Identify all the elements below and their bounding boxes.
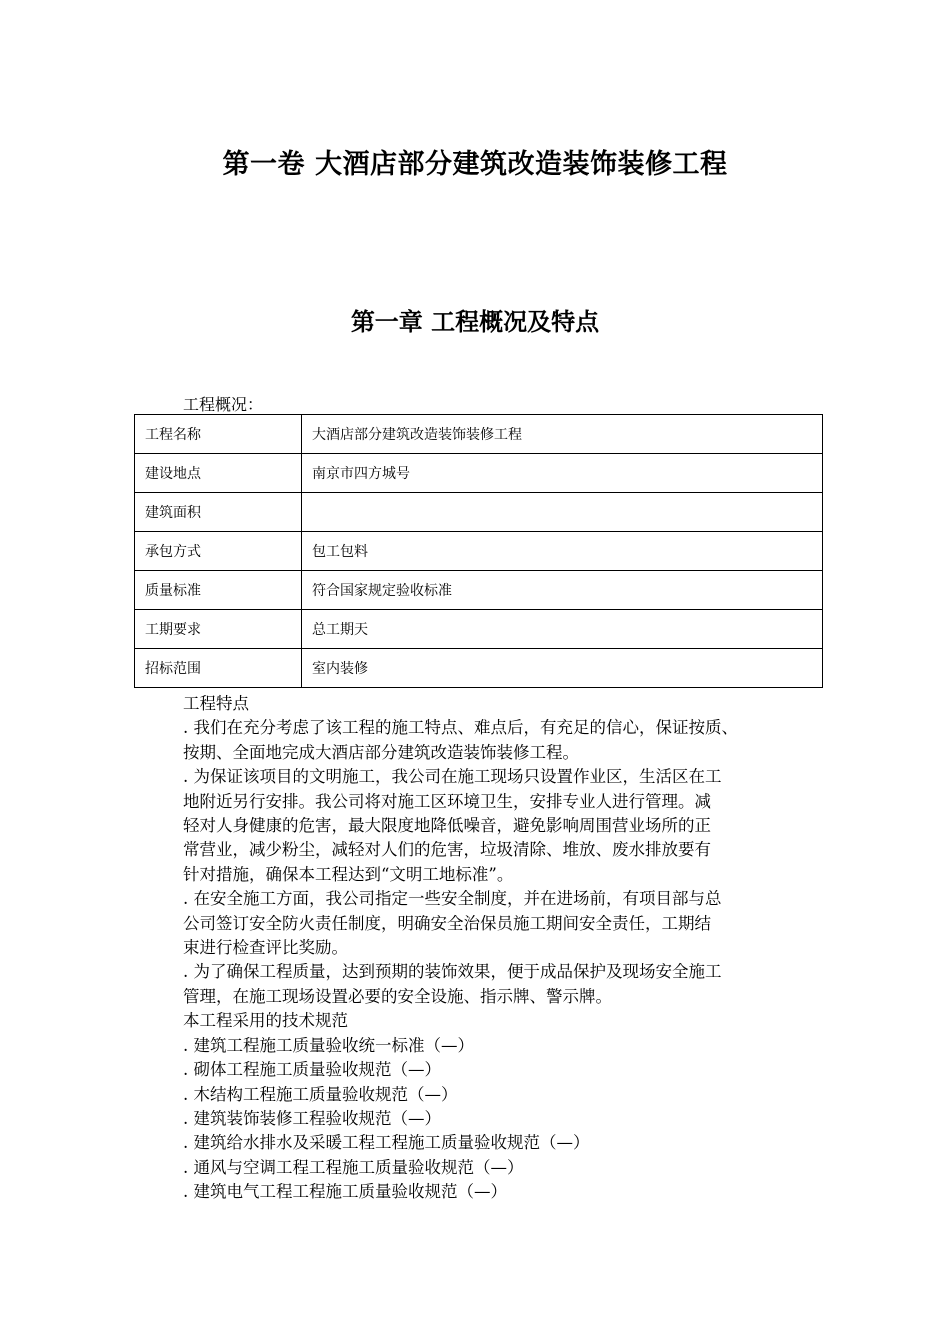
features-line: . 在安全施工方面，我公司指定一些安全制度，并在进场前，有项目部与总 — [183, 889, 722, 909]
table-value-cell: 室内装修 — [302, 649, 823, 688]
table-value-cell: 包工包料 — [302, 532, 823, 571]
table-key-cell: 承包方式 — [135, 532, 302, 571]
table-key-cell: 工程名称 — [135, 415, 302, 454]
features-heading: 工程特点 — [183, 694, 249, 713]
table-value-cell — [302, 493, 823, 532]
features-line: . 我们在充分考虑了该工程的施工特点、难点后，有充足的信心，保证按质、 — [183, 718, 738, 738]
table-row — [135, 532, 823, 571]
features-line: 束进行检查评比奖励。 — [183, 938, 348, 958]
table-value-cell: 符合国家规定验收标准 — [302, 571, 823, 610]
standard-item: . 木结构工程施工质量验收规范（—） — [183, 1084, 458, 1104]
table-value-cell: 南京市四方城号 — [302, 454, 823, 493]
body-text — [183, 692, 823, 1205]
features-line: 地附近另行安排。我公司将对施工区环境卫生，安排专业人进行管理。减 — [183, 791, 711, 811]
features-line: 管理，在施工现场设置必要的安全设施、指示牌、警示牌。 — [183, 986, 612, 1006]
table-row — [135, 493, 823, 532]
features-line: 针对措施，确保本工程达到“文明工地标准”。 — [183, 864, 514, 884]
table-key-cell: 质量标准 — [135, 571, 302, 610]
table-row — [135, 454, 823, 493]
standard-item: . 建筑电气工程工程施工质量验收规范（—） — [183, 1182, 507, 1202]
table-row — [135, 571, 823, 610]
standard-item: . 建筑装饰装修工程验收规范（—） — [183, 1108, 441, 1128]
features-line: . 为了确保工程质量，达到预期的装饰效果，便于成品保护及现场安全施工 — [183, 962, 722, 982]
table-row — [135, 610, 823, 649]
table-key-cell: 建筑面积 — [135, 493, 302, 532]
table-value-cell: 总工期天 — [302, 610, 823, 649]
volume-title: 第一卷 大酒店部分建筑改造装饰装修工程 — [222, 149, 728, 180]
overview-label: 工程概况： — [183, 395, 264, 414]
table-key-cell: 建设地点 — [135, 454, 302, 493]
table-key-cell: 招标范围 — [135, 649, 302, 688]
standard-item: . 通风与空调工程工程施工质量验收规范（—） — [183, 1157, 524, 1177]
table-value-cell: 大酒店部分建筑改造装饰装修工程 — [302, 415, 823, 454]
overview-table — [134, 414, 823, 688]
features-line: . 为保证该项目的文明施工，我公司在施工现场只设置作业区，生活区在工 — [183, 767, 722, 787]
standard-item: . 建筑工程施工质量验收统一标准（—） — [183, 1035, 474, 1055]
table-key-cell: 工期要求 — [135, 610, 302, 649]
standard-item: . 建筑给水排水及采暖工程工程施工质量验收规范（—） — [183, 1133, 590, 1153]
features-line: 按期、全面地完成大酒店部分建筑改造装饰装修工程。 — [183, 742, 579, 762]
standards-heading: 本工程采用的技术规范 — [183, 1011, 348, 1031]
table-row — [135, 415, 823, 454]
features-line: 轻对人身健康的危害，最大限度地降低噪音，避免影响周围营业场所的正 — [183, 816, 711, 836]
features-line: 公司签订安全防火责任制度，明确安全治保员施工期间安全责任，工期结 — [183, 913, 711, 933]
chapter-title: 第一章 工程概况及特点 — [350, 308, 600, 336]
table-row — [135, 649, 823, 688]
features-line: 常营业，减少粉尘，减轻对人们的危害，垃圾清除、堆放、废水排放要有 — [183, 840, 711, 860]
standard-item: . 砌体工程施工质量验收规范（—） — [183, 1060, 441, 1080]
